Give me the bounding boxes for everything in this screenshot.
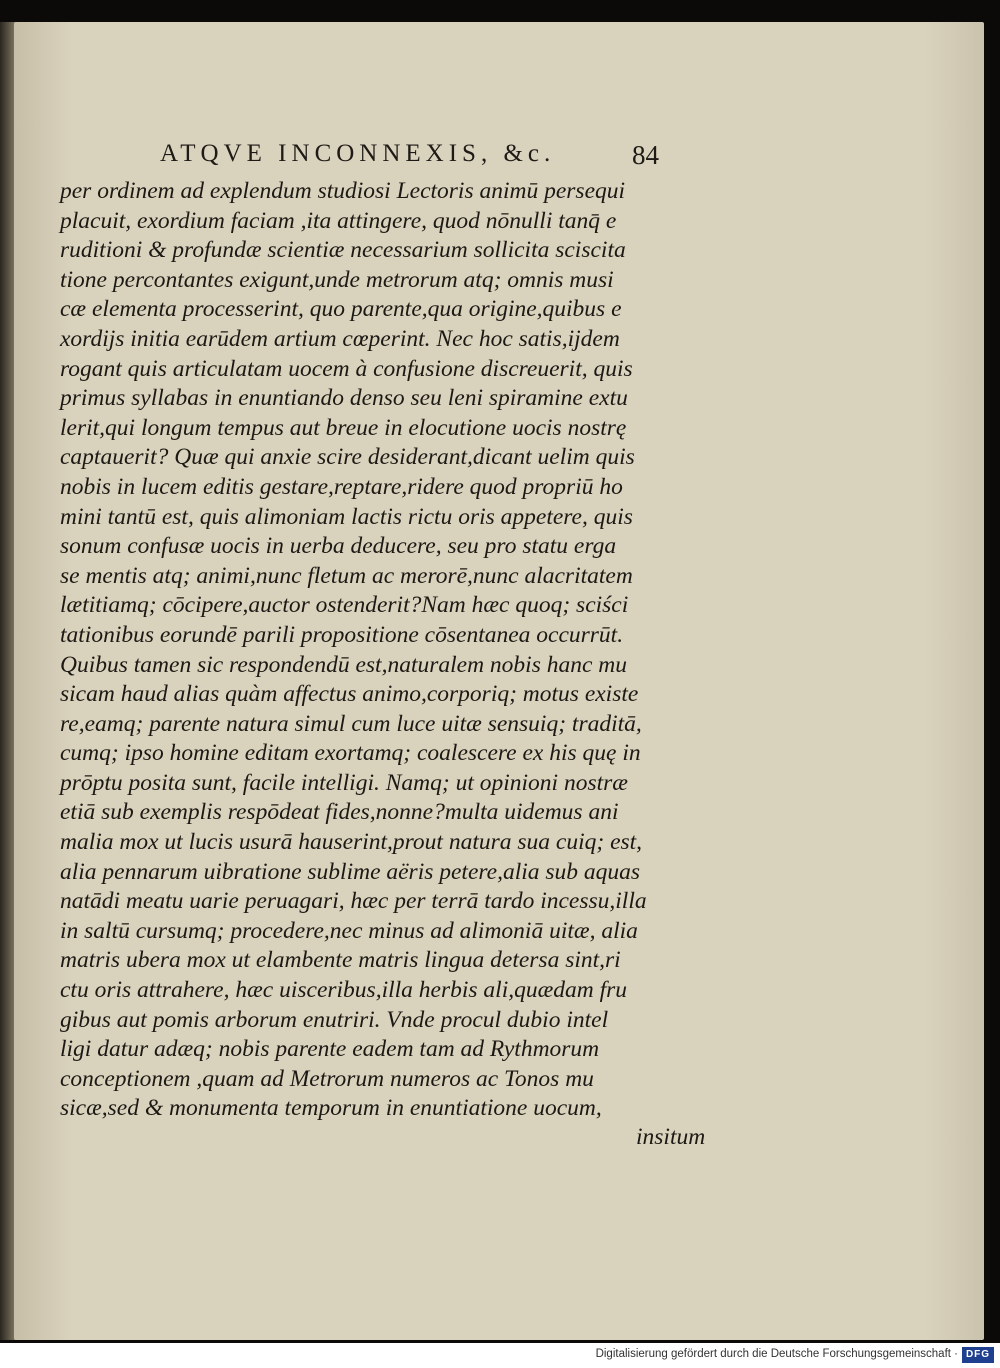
text-line: lætitiamq; cōcipere,auctor ostenderit?Nam hæc quoq; sciści	[60, 592, 629, 619]
text-line: ctu oris attrahere, hæc uisceribus,illa herbis ali,quædam fru	[60, 977, 628, 1004]
text-line: Quibus tamen sic respondendū est,naturalem nobis hanc mu	[60, 651, 627, 678]
text-line: sicam haud alias quàm affectus animo,corporiq; motus existe	[60, 681, 639, 708]
catchword: insitum	[636, 1124, 706, 1150]
running-head	[160, 140, 720, 174]
text-line: se mentis atq; animi,nunc fletum ac merorē,nunc alacritatem	[60, 562, 633, 589]
text-line: matris ubera mox ut elambente matris lingua detersa sint,ri	[60, 947, 621, 974]
text-line: captauerit? Quæ qui anxie scire desiderant,dicant uelim quis	[60, 444, 635, 471]
text-line: gibus aut pomis arborum enutriri. Vnde procul dubio intel	[60, 1006, 609, 1033]
text-line: lerit,qui longum tempus aut breue in elocutione uocis nostrę	[60, 414, 627, 441]
text-line: tione percontantes exigunt,unde metrorum atq; omnis musi	[60, 266, 614, 293]
text-line: etiā sub exemplis respōdeat fides,nonne?multa uidemus ani	[60, 799, 619, 826]
text-line: prōptu posita sunt, facile intelligi. Namq; ut opinioni nostræ	[60, 769, 628, 796]
text-line: cumq; ipso homine editam exortamq; coalescere ex his quę in	[60, 740, 641, 767]
dfg-logo-icon: DFG	[962, 1347, 994, 1363]
text-line: malia mox ut lucis usurā hauserint,prout natura sua cuiq; est,	[60, 829, 643, 856]
text-line: in saltū cursumq; procedere,nec minus ad alimoniā uitæ, alia	[60, 917, 638, 944]
main-text-block	[60, 177, 740, 1124]
text-line: rogant quis articulatam uocem à confusione discreuerit, quis	[60, 355, 633, 382]
text-line: sonum confusæ uocis in uerba deducere, seu pro statu erga	[60, 533, 617, 560]
text-line: cæ elementa processerint, quo parente,qua origine,quibus e	[60, 296, 622, 323]
text-line: xordijs initia earūdem artium cœperint. Nec hoc satis,ijdem	[60, 325, 620, 352]
text-line: tationibus eorundē parili propositione cōsentanea occurrūt.	[60, 621, 624, 648]
text-line: nobis in lucem editis gestare,reptare,ridere quod propriū ho	[60, 473, 623, 500]
text-line: natādi meatu uarie peruagari, hæc per terrā tardo incessu,illa	[60, 888, 647, 915]
running-title: ATQVE INCONNEXIS, &c.	[160, 140, 556, 167]
text-line: alia pennarum uibratione sublime aëris petere,alia sub aquas	[60, 858, 641, 885]
text-line: per ordinem ad explendum studiosi Lectoris animū persequi	[60, 178, 626, 204]
text-line: ligi datur adæq; nobis parente eadem tam ad Rythmorum	[60, 1036, 600, 1063]
text-line: sicæ,sed & monumenta temporum in enuntiatione uocum,	[60, 1095, 602, 1122]
text-line: mini tantū est, quis alimoniam lactis rictu oris appetere, quis	[60, 503, 633, 530]
text-line: placuit, exordium faciam ,ita attingere, quod nōnulli tanq̄ e	[60, 207, 617, 234]
text-line: ruditioni & profundæ scientiæ necessarium sollicita sciscita	[60, 237, 626, 264]
page-number: 84	[632, 140, 659, 170]
text-line: conceptionem ,quam ad Metrorum numeros ac Tonos mu	[60, 1065, 594, 1092]
text-line: primus syllabas in enuntiando denso seu leni spiramine extu	[60, 385, 628, 412]
text-line: re,eamq; parente natura simul cum luce uitæ sensuiq; traditā,	[60, 710, 642, 737]
digitization-footer	[0, 1343, 1000, 1368]
funding-credit: Digitalisierung gefördert durch die Deutsche Forschungsgemeinschaft ·	[595, 1348, 958, 1360]
